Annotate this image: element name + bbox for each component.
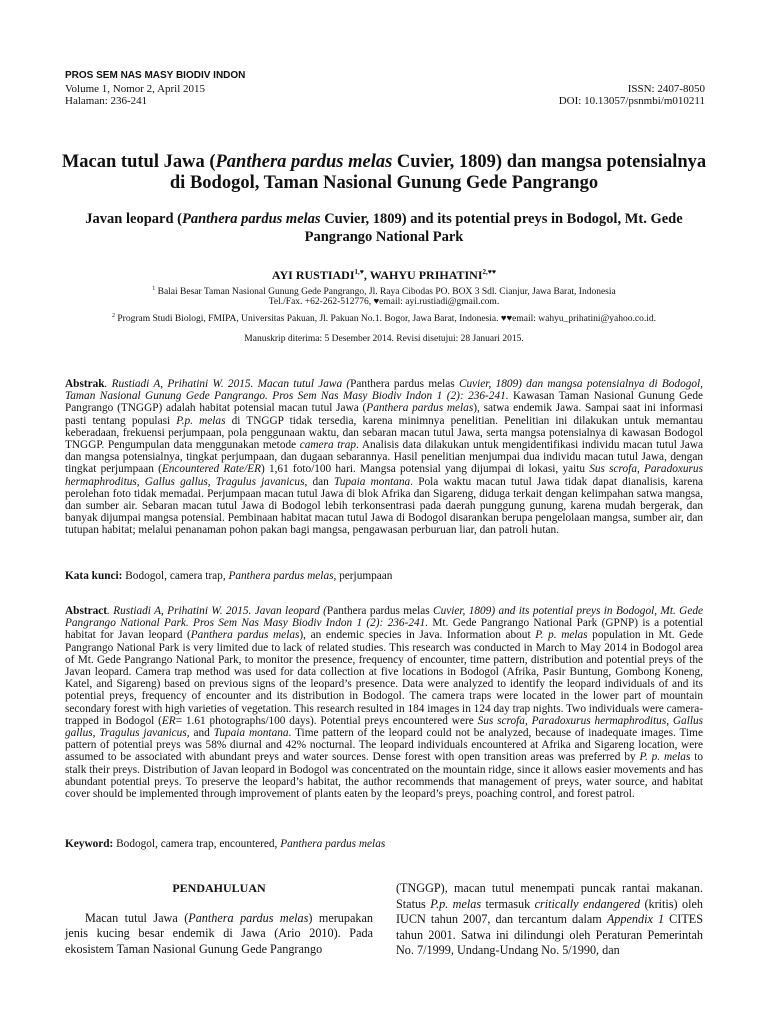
- abstract-en-t4: = 1.61 photographs/100 days). Potential preys encountered were: [175, 714, 478, 727]
- affiliation-1-text: Balai Besar Taman Nasional Gunung Gede Pangrango, Jl. Raya Cibodas PO. BOX 3 Sdl. Cianjur, Jawa Barat, Indonesia: [155, 287, 616, 298]
- intro-l1: Macan tutul Jawa (: [85, 910, 189, 925]
- abstract-en-cite1: . Rustiadi A, Prihatini W. 2015. Javan leopard (: [107, 605, 327, 617]
- abstract-en-i1: Panthera pardus melas: [190, 629, 300, 642]
- abstract-en-cite2: Cuvier, 1809) and its potential preys in Bodogol, Mt. Gede Pangrango National Park. Pros Sem Nas Masy Biodiv Indon 1 (2): 236-241.: [65, 605, 704, 630]
- section-heading-pendahuluan: PENDAHULUAN: [172, 881, 266, 895]
- abstract-id-i2: P.p. melas: [176, 414, 226, 427]
- title-id-species: Panthera pardus melas: [215, 152, 393, 172]
- keywords-id-i1: Panthera pardus melas: [228, 570, 334, 582]
- abstract-indonesian: [65, 378, 703, 537]
- intro-l2: ) merupakan jenis kucing besar endemik di Jawa (Ario 2010). Pada ekosistem Taman Nasional Gunung Gede Pangrango: [65, 910, 374, 956]
- intro-paragraph-right: [396, 881, 703, 959]
- keywords-english: [65, 838, 703, 851]
- abstract-id-t4: . Analisis data dilakukan untuk mengidentifikasi individu macan tutul Jawa dan mangsa potensialnya, tingkat perjumpaan, dan dugaan sebarannya. Hasil penelitian menjumpai dua individu macan tutul Jawa, dengan tingkat perjumpaan (: [65, 439, 703, 476]
- affiliation-2-text: Program Studi Biologi, FMIPA, Universitas Pakuan, Jl. Pakuan No.1. Bogor, Jawa Barat, Indonesia. ♥♥email: wahyu_prihatini@yahoo.co.id.: [115, 314, 656, 325]
- journal-volume: Volume 1, Nomor 2, April 2015: [65, 83, 206, 95]
- keywords-id-label: Kata kunci:: [65, 570, 123, 582]
- abstract-id-t6: dan: [307, 475, 335, 488]
- abstract-en-i6: P. p. melas: [639, 751, 691, 764]
- author-1-sup: 1,♥: [354, 268, 364, 276]
- intro-left-column: [65, 881, 373, 957]
- abstract-en-lead: Abstract: [65, 605, 108, 617]
- keywords-id-t1: Bodogol, camera trap,: [122, 570, 229, 582]
- keywords-id-t2: , perjumpaan: [333, 570, 393, 582]
- abstract-id-i6: Tupaia montana: [334, 475, 411, 488]
- author-2-sup: 2,♥♥: [482, 268, 497, 276]
- intro-r-i3: Appendix 1: [606, 912, 665, 926]
- abstract-id-t5: ) 1,61 foto/100 hari. Mangsa potensial yang dijumpai di lokasi, yaitu: [261, 463, 590, 476]
- title-en-part2: Cuvier, 1809) and its potential preys in Bodogol, Mt. Gede Pangrango National Park: [304, 211, 683, 245]
- abstract-id-cite-species: Panthera pardus melas: [350, 378, 455, 390]
- abstract-id-lead: Abstrak: [65, 378, 105, 390]
- title-id-part1: Macan tutul Jawa (: [61, 152, 216, 172]
- abstract-en-t3: population in Mt. Gede Pangrango National Park is very limited due to lack of related studies. This research was conducted in March to May 2014 in Bodogol area of Mt. Gede Pangrango National Park, to monitor the presence, frequency of encounter, time pattern, distribution and potential preys of the Javan leopard. Camera trap method was used for data collection at five locations in Bodogol (Afrika, Pasir Buntung, Gombong Koneng, Katel, and Sigareng) based on previous signs of the leopard’s presence. Data were analyzed to identify the leopard individuals of and its potential preys, frequency of encounter and its distribution in Bodogol. The camera traps were located in the lower part of mountain secondary forest with high varieties of vegetation. This research resulted in 184 images in 124 day trap nights. Two individuals were camera-trapped in Bodogol (: [65, 629, 703, 727]
- affiliation-2-sup: 2: [112, 313, 116, 319]
- intro-r-i1: P.p. melas: [430, 896, 482, 911]
- journal-name: PROS SEM NAS MASY BIODIV INDON: [65, 70, 246, 81]
- abstract-id-t1: Kawasan Taman Nasional Gunung Gede Pangrango (TNGGP) adalah habitat potensial macan tutul Jawa (: [65, 390, 703, 415]
- abstract-id-i1: Panthera pardus melas: [366, 402, 474, 415]
- abstract-id-i4: Encountered Rate/ER: [161, 463, 261, 476]
- abstract-en-t7: to stalk their preys. Distribution of Javan leopard in Bodogol was concentrated on the mountain ridge, since it allows easier movements and has abundant potential preys. To preserve the leopard’s habitat, the author recommends that management of preys, water source, and habitat cover should be implemented through improvement of plants eaten by the leopard’s preys, poaching control, and forest patrol.: [65, 751, 704, 801]
- intro-r-i2: critically endangered: [534, 896, 641, 911]
- abstract-english: [65, 605, 703, 800]
- abstract-en-t2: ), an endemic species in Java. Information about: [299, 629, 536, 642]
- abstract-en-i3: ER: [161, 714, 176, 727]
- title-indonesian: [60, 152, 708, 194]
- journal-pages: Halaman: 236-241: [65, 95, 148, 107]
- intro-r2: termasuk: [481, 896, 535, 911]
- keywords-indonesian: [65, 570, 703, 583]
- affiliation-2: [60, 310, 708, 325]
- manuscript-dates: Manuskrip diterima: 5 Desember 2014. Revisi disetujui: 28 Januari 2015.: [244, 334, 524, 344]
- author-separator: ,: [363, 268, 370, 282]
- title-en-species: Panthera pardus melas: [181, 211, 321, 227]
- title-en-part1: Javan leopard (: [85, 211, 182, 227]
- affiliation-1-sup: 1: [152, 286, 156, 292]
- title-english: [80, 210, 688, 246]
- title-id-part2: Cuvier, 1809) dan mangsa potensialnya di Bodogol, Taman Nasional Gunung Gede Pangrango: [169, 152, 707, 193]
- abstract-en-cite-species: Panthera pardus melas: [326, 605, 430, 617]
- abstract-en-t6: . Time pattern of the leopard could not be analyzed, because of inadequate images. Time pattern of potential preys was 58% diurnal and 42% nocturnal. The leopard individuals encountered at Afrika and Sigareng location, were assumed to be associated with abundant preys and water sources. Dense forest with open transition areas was preferred by: [65, 727, 703, 764]
- abstract-en-i5: Tupaia montana: [213, 727, 289, 740]
- abstract-id-t3: di TNGGP tidak tersedia, karena minimnya penelitian. Penelitian ini dilakukan untuk memantau keberadaan, frekuensi perjumpaan, pola penggunaan waktu, dan sebaran macan tutul Jawa, serta mangsa potensialnya di kawasan Bodogol TNGGP. Pengumpulan data menggunakan metode: [65, 414, 704, 452]
- intro-paragraph-left: [65, 911, 373, 958]
- abstract-en-i2: P. p. melas: [535, 629, 588, 642]
- intro-r3: (kritis) oleh IUCN tahun 2007, dan tercantum dalam: [396, 896, 703, 926]
- abstract-id-t7: . Pola waktu macan tutul Jawa tidak dapat dianalisis, karena perolehan foto tidak memadai. Perjumpaan macan tutul Jawa di blok Afrika dan Sigareng, diduga terkait dengan kelimpahan satwa mangsa, dan sumber air. Sebaran macan tutul Jawa di Bodogol lebih terkonsentrasi pada daerah punggung gunung, karena mudah bergerak, dan banyak dijumpai mangsa potensial. Pembinaan habitat macan tutul Jawa di Bodogol disarankan berupa pengelolaan mangsa, sumber air, dan tutupan habitat; melalui penanaman pohon pakan bagi mangsa, pengawasan perburuan liar, dan patroli hutan.: [65, 475, 703, 537]
- intro-l-i1: Panthera pardus melas: [188, 910, 309, 925]
- author-list: [60, 268, 708, 283]
- author-2: WAHYU PRIHATINI: [369, 268, 483, 282]
- keywords-en-i1: Panthera pardus melas: [280, 838, 386, 850]
- abstract-id-i5: Sus scrofa, Paradoxurus hermaphroditus, Gallus gallus, Tragulus javanicus,: [65, 463, 703, 488]
- abstract-en-t1: Mt. Gede Pangrango National Park (GPNP) is a potential habitat for Javan leopard (: [65, 617, 703, 642]
- keywords-en-t1: Bodogol, camera trap, encountered,: [113, 838, 281, 850]
- intro-r4: CITES tahun 2001. Satwa ini dilindungi oleh Peraturan Pemerintah No. 7/1999, Undang-Undang No. 5/1990, dan: [396, 912, 703, 957]
- abstract-en-i4: Sus scrofa, Paradoxurus hermaphroditus, Gallus gallus, Tragulus javanicus,: [65, 714, 704, 740]
- intro-right-column: [396, 881, 703, 959]
- journal-doi: DOI: 10.13057/psnmbi/m010211: [558, 95, 705, 107]
- abstract-en-t5: and: [189, 727, 214, 740]
- abstract-id-cite1: . Rustiadi A, Prihatini W. 2015. Macan tutul Jawa (: [104, 378, 351, 390]
- journal-issn: ISSN: 2407-8050: [627, 83, 705, 95]
- intro-r1: (TNGGP), macan tutul menempati puncak rantai makanan. Status: [396, 881, 703, 911]
- keywords-en-label: Keyword:: [65, 838, 114, 850]
- abstract-id-i3: camera trap: [299, 439, 357, 452]
- affiliation-1-contact: Tel./Fax. +62-262-512776, ♥email: ayi.rustiadi@gmail.com.: [268, 297, 500, 307]
- author-1: AYI RUSTIADI: [271, 268, 355, 282]
- abstract-id-t2: ), satwa endemik Jawa. Sampai saat ini informasi pasti tentang populasi: [65, 402, 703, 427]
- abstract-id-cite2: Cuvier, 1809) dan mangsa potensialnya di Bodogol, Taman Nasional Gunung Gede Pangrango. Pros Sem Nas Masy Biodiv Indon 1 (2): 236-241.: [65, 378, 703, 403]
